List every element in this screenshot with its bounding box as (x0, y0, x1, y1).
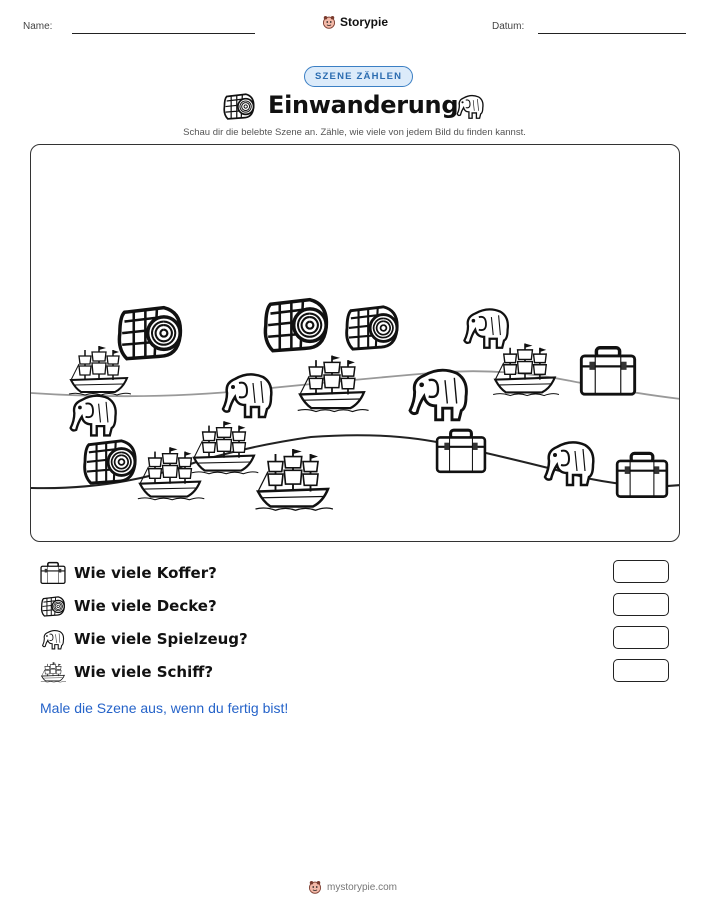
scene-drawing (31, 145, 680, 542)
scene-suitcase-3 (617, 453, 667, 496)
question-text: Wie viele Koffer? (74, 564, 217, 582)
footer-brand (308, 880, 397, 894)
elephant-icon (40, 627, 66, 651)
answer-box-blanket[interactable] (613, 593, 669, 616)
scene-blanket-4 (85, 441, 136, 483)
brand-name: Storypie (340, 15, 389, 29)
blanket-title-icon (222, 92, 256, 120)
page-title: Einwanderung (268, 91, 459, 119)
scene-ship-3 (493, 344, 559, 396)
coloring-instruction: Male die Szene aus, wenn du fertig bist! (40, 700, 289, 716)
activity-badge: SZENE ZÄHLEN (304, 66, 413, 87)
scene-suitcase-1 (581, 348, 634, 394)
answer-box-ship[interactable] (613, 659, 669, 682)
scene-blanket-3 (347, 307, 398, 349)
scene-ship-5 (138, 447, 204, 500)
instructions-subtitle: Schau dir die belebte Szene an. Zähle, wie viele von jedem Bild du finden kannst. (183, 127, 526, 138)
question-text: Wie viele Schiff? (74, 663, 214, 681)
scene-blanket-2 (265, 300, 326, 351)
name-label: Name: (23, 21, 53, 32)
question-row-elephant (40, 627, 248, 651)
footer-url[interactable]: mystorypie.com (327, 881, 398, 893)
answer-box-suitcase[interactable] (613, 560, 669, 583)
question-row-suitcase (40, 561, 217, 585)
scene-blanket-1 (119, 308, 180, 359)
question-text: Wie viele Decke? (74, 597, 217, 615)
answer-box-elephant[interactable] (613, 626, 669, 649)
brand-logo (322, 15, 388, 29)
scene-elephant-3 (410, 370, 466, 420)
scene-elephant-5 (545, 442, 593, 485)
ship-icon (40, 660, 66, 684)
scene-elephant-4 (71, 396, 116, 436)
question-row-ship (40, 660, 213, 684)
scene-ship-6 (256, 449, 334, 510)
elephant-title-icon (454, 92, 486, 120)
date-label: Datum: (492, 21, 525, 32)
counting-scene (30, 144, 680, 542)
name-line[interactable] (72, 33, 255, 34)
date-line[interactable] (538, 33, 686, 34)
question-text: Wie viele Spielzeug? (74, 630, 248, 648)
storypie-logo-icon (308, 880, 322, 894)
storypie-logo-icon (322, 15, 336, 29)
question-row-blanket (40, 594, 217, 618)
scene-suitcase-2 (437, 430, 485, 472)
scene-elephant-2 (223, 374, 271, 417)
suitcase-icon (40, 561, 66, 585)
blanket-icon (40, 594, 66, 618)
scene-elephant-1 (464, 309, 508, 347)
